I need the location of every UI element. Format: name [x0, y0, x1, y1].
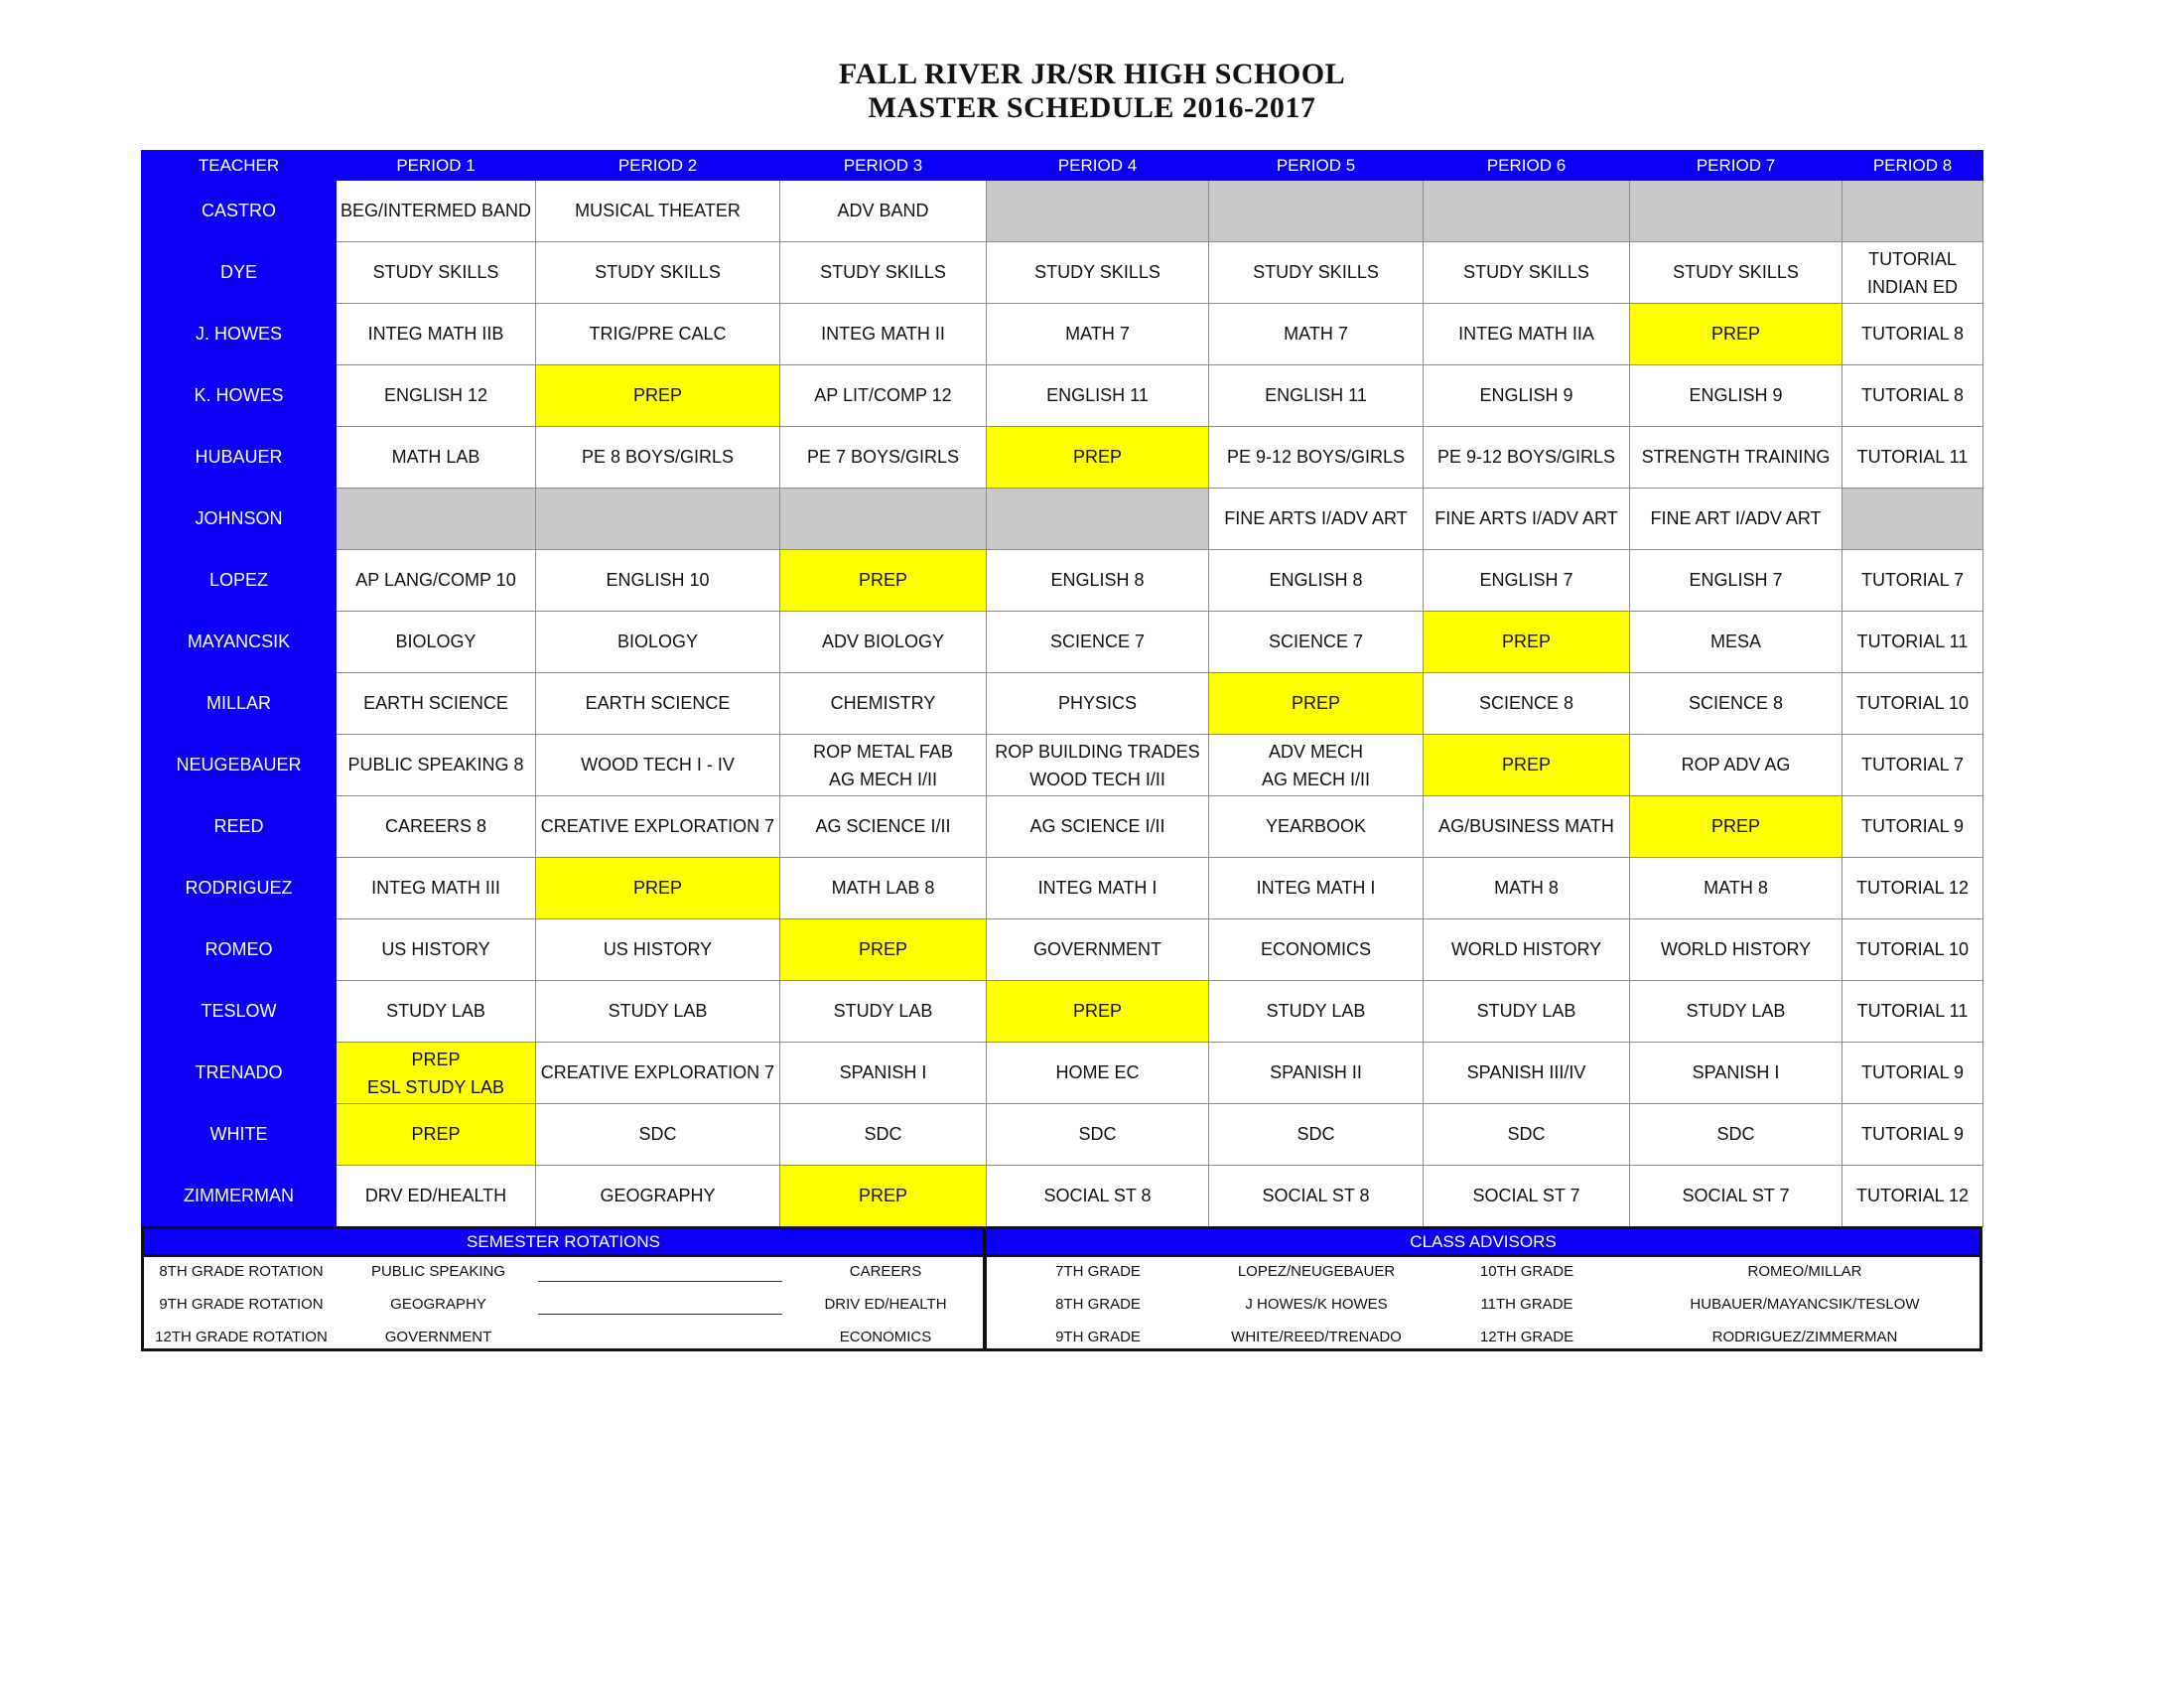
period-cell-line: AG MECH I/II [828, 769, 937, 789]
period-cell: CHEMISTRY [780, 673, 987, 735]
period-cell: WORLD HISTORY [1424, 919, 1630, 981]
period-cell: MATH LAB 8 [780, 858, 987, 919]
schedule-body [142, 181, 1983, 1227]
period-cell: STUDY SKILLS [1209, 242, 1424, 304]
period-cell: INTEG MATH I [1209, 858, 1424, 919]
rotation-second-course: DRIV ED/HEALTH [824, 1296, 947, 1313]
column-header-period-3: PERIOD 3 [780, 151, 987, 181]
rotation-second-course: ECONOMICS [839, 1329, 932, 1345]
table-row [142, 735, 1983, 796]
period-cell: STUDY SKILLS [1630, 242, 1843, 304]
table-row [142, 919, 1983, 981]
period-cell: WORLD HISTORY [1630, 919, 1843, 981]
period-cell: MATH LAB [337, 427, 536, 489]
advisor-row [987, 1323, 1979, 1352]
period-cell: AG SCIENCE I/II [987, 796, 1209, 858]
teacher-name-cell: DYE [142, 242, 337, 304]
period-cell: ENGLISH 11 [987, 365, 1209, 427]
period-cell: STUDY LAB [536, 981, 780, 1043]
period-cell [780, 735, 987, 796]
advisor-names: WHITE/REED/TRENADO [1231, 1329, 1402, 1345]
period-cell-line: AG MECH I/II [1261, 769, 1370, 789]
advisor-grade-label: 7TH GRADE [1055, 1263, 1141, 1280]
period-cell: EARTH SCIENCE [536, 673, 780, 735]
advisor-names: HUBAUER/MAYANCSIK/TESLOW [1690, 1296, 1920, 1313]
period-cell: SDC [1424, 1104, 1630, 1166]
table-row [142, 181, 1983, 242]
prep-period-cell: PREP [780, 550, 987, 612]
teacher-name-cell: WHITE [142, 1104, 337, 1166]
period-cell: BEG/INTERMED BAND [337, 181, 536, 242]
period-cell: MATH 8 [1424, 858, 1630, 919]
prep-period-cell: PREP [1209, 673, 1424, 735]
period-cell [1209, 735, 1424, 796]
advisor-names: J HOWES/K HOWES [1245, 1296, 1388, 1313]
table-row [142, 242, 1983, 304]
period-cell: INTEG MATH IIA [1424, 304, 1630, 365]
table-row [142, 304, 1983, 365]
teacher-name-cell: LOPEZ [142, 550, 337, 612]
column-header-period-5: PERIOD 5 [1209, 151, 1424, 181]
period-cell: PHYSICS [987, 673, 1209, 735]
prep-period-cell: PREP [536, 365, 780, 427]
period-cell: FINE ART I/ADV ART [1630, 489, 1843, 550]
prep-period-cell: PREP [987, 427, 1209, 489]
period-cell: SDC [536, 1104, 780, 1166]
teacher-name-cell: REED [142, 796, 337, 858]
period-cell: ENGLISH 9 [1630, 365, 1843, 427]
prep-period-cell: PREP [987, 981, 1209, 1043]
period-cell: TUTORIAL 10 [1843, 919, 1983, 981]
semester-rotations-panel [141, 1226, 986, 1351]
period-cell: STUDY SKILLS [536, 242, 780, 304]
semester-rotations-heading: SEMESTER ROTATIONS [144, 1229, 983, 1257]
period-cell: STUDY SKILLS [987, 242, 1209, 304]
period-cell: CAREERS 8 [337, 796, 536, 858]
period-cell: ROP ADV AG [1630, 735, 1843, 796]
table-row [142, 1043, 1983, 1104]
bottom-panels [141, 1226, 1982, 1351]
period-cell: STUDY LAB [780, 981, 987, 1043]
period-cell-line: INDIAN ED [1866, 276, 1958, 297]
period-cell-line: TUTORIAL [1868, 248, 1957, 269]
period-cell: AP LIT/COMP 12 [780, 365, 987, 427]
period-cell: CREATIVE EXPLORATION 7 [536, 796, 780, 858]
period-cell: STUDY LAB [1209, 981, 1424, 1043]
prep-period-cell: PREP [1424, 612, 1630, 673]
period-cell: TUTORIAL 11 [1843, 612, 1983, 673]
schedule-title: MASTER SCHEDULE 2016-2017 [868, 91, 1316, 124]
period-cell: SDC [1209, 1104, 1424, 1166]
table-row [142, 427, 1983, 489]
period-cell: TUTORIAL 7 [1843, 735, 1983, 796]
period-cell: TUTORIAL 8 [1843, 365, 1983, 427]
period-cell: STUDY LAB [1424, 981, 1630, 1043]
period-cell: SPANISH I [780, 1043, 987, 1104]
advisor-names: RODRIGUEZ/ZIMMERMAN [1711, 1329, 1898, 1345]
period-cell: STUDY SKILLS [780, 242, 987, 304]
period-cell: GEOGRAPHY [536, 1166, 780, 1227]
column-header-period-1: PERIOD 1 [337, 151, 536, 181]
period-cell: INTEG MATH II [780, 304, 987, 365]
advisor-grade-label: 9TH GRADE [1055, 1329, 1141, 1345]
teacher-name-cell: K. HOWES [142, 365, 337, 427]
rotation-first-course: PUBLIC SPEAKING [370, 1263, 506, 1280]
period-cell: TUTORIAL 11 [1843, 981, 1983, 1043]
rotation-first-course: GOVERNMENT [384, 1329, 492, 1345]
period-cell: SDC [780, 1104, 987, 1166]
table-row [142, 673, 1983, 735]
advisor-row [987, 1290, 1979, 1320]
period-cell: DRV ED/HEALTH [337, 1166, 536, 1227]
table-row [142, 550, 1983, 612]
period-cell: ADV BAND [780, 181, 987, 242]
period-cell: US HISTORY [536, 919, 780, 981]
period-cell-line: PREP [411, 1049, 461, 1069]
period-cell: MATH 8 [1630, 858, 1843, 919]
empty-period-cell [1843, 181, 1983, 242]
period-cell: FINE ARTS I/ADV ART [1424, 489, 1630, 550]
period-cell: TUTORIAL 9 [1843, 796, 1983, 858]
column-header-teacher: TEACHER [142, 151, 337, 181]
period-cell: YEARBOOK [1209, 796, 1424, 858]
school-title: FALL RIVER JR/SR HIGH SCHOOL [838, 58, 1346, 90]
period-cell: SCIENCE 8 [1630, 673, 1843, 735]
rotation-grade-label: 8TH GRADE ROTATION [159, 1263, 324, 1280]
period-cell: AG SCIENCE I/II [780, 796, 987, 858]
period-cell: INTEG MATH III [337, 858, 536, 919]
period-cell: TUTORIAL 12 [1843, 1166, 1983, 1227]
period-cell: STUDY LAB [1630, 981, 1843, 1043]
rotation-row [144, 1257, 983, 1287]
period-cell: PUBLIC SPEAKING 8 [337, 735, 536, 796]
rotation-first-course: GEOGRAPHY [390, 1296, 486, 1313]
advisor-grade-label: 12TH GRADE [1479, 1329, 1574, 1345]
period-cell: HOME EC [987, 1043, 1209, 1104]
prep-period-cell: PREP [780, 1166, 987, 1227]
table-row [142, 981, 1983, 1043]
advisor-grade-label: 11TH GRADE [1480, 1296, 1573, 1313]
column-header-period-7: PERIOD 7 [1630, 151, 1843, 181]
master-schedule-table [141, 150, 1983, 1227]
prep-period-cell: PREP [337, 1104, 536, 1166]
period-cell: SCIENCE 7 [1209, 612, 1424, 673]
table-row [142, 365, 1983, 427]
period-cell: ENGLISH 8 [987, 550, 1209, 612]
empty-period-cell [536, 489, 780, 550]
table-row [142, 489, 1983, 550]
period-cell: WOOD TECH I - IV [536, 735, 780, 796]
table-row [142, 858, 1983, 919]
period-cell: AP LANG/COMP 10 [337, 550, 536, 612]
empty-period-cell [987, 181, 1209, 242]
rotation-grade-label: 9TH GRADE ROTATION [159, 1296, 324, 1313]
period-cell: SDC [1630, 1104, 1843, 1166]
period-cell: ENGLISH 11 [1209, 365, 1424, 427]
period-cell: MATH 7 [987, 304, 1209, 365]
prep-period-cell [337, 1043, 536, 1104]
empty-period-cell [987, 489, 1209, 550]
rotation-grade-label: 12TH GRADE ROTATION [155, 1329, 328, 1345]
teacher-name-cell: CASTRO [142, 181, 337, 242]
period-cell: ENGLISH 12 [337, 365, 536, 427]
period-cell-line: WOOD TECH I/II [1029, 769, 1165, 789]
period-cell: TUTORIAL 12 [1843, 858, 1983, 919]
period-cell: PE 8 BOYS/GIRLS [536, 427, 780, 489]
period-cell: EARTH SCIENCE [337, 673, 536, 735]
teacher-name-cell: TESLOW [142, 981, 337, 1043]
period-cell: PE 9-12 BOYS/GIRLS [1209, 427, 1424, 489]
period-cell: TUTORIAL 8 [1843, 304, 1983, 365]
advisor-names: LOPEZ/NEUGEBAUER [1237, 1263, 1396, 1280]
period-cell: SPANISH III/IV [1424, 1043, 1630, 1104]
period-cell: TUTORIAL 10 [1843, 673, 1983, 735]
period-cell: MESA [1630, 612, 1843, 673]
period-cell: STUDY SKILLS [337, 242, 536, 304]
period-cell: SDC [987, 1104, 1209, 1166]
period-cell: PE 7 BOYS/GIRLS [780, 427, 987, 489]
rotation-row [144, 1290, 983, 1320]
period-cell: ENGLISH 9 [1424, 365, 1630, 427]
rotation-second-course: CAREERS [849, 1263, 922, 1280]
teacher-name-cell: JOHNSON [142, 489, 337, 550]
period-cell [987, 735, 1209, 796]
period-cell: STRENGTH TRAINING [1630, 427, 1843, 489]
period-cell: ENGLISH 8 [1209, 550, 1424, 612]
period-cell: CREATIVE EXPLORATION 7 [536, 1043, 780, 1104]
teacher-name-cell: ZIMMERMAN [142, 1166, 337, 1227]
period-cell: INTEG MATH I [987, 858, 1209, 919]
column-header-period-2: PERIOD 2 [536, 151, 780, 181]
table-row [142, 796, 1983, 858]
period-cell: ENGLISH 10 [536, 550, 780, 612]
teacher-name-cell: J. HOWES [142, 304, 337, 365]
period-cell: SPANISH I [1630, 1043, 1843, 1104]
column-header-period-8: PERIOD 8 [1843, 151, 1983, 181]
empty-period-cell [780, 489, 987, 550]
period-cell: AG/BUSINESS MATH [1424, 796, 1630, 858]
period-cell: TUTORIAL 11 [1843, 427, 1983, 489]
empty-period-cell [1209, 181, 1424, 242]
table-row [142, 1104, 1983, 1166]
period-cell [1843, 242, 1983, 304]
advisor-names: ROMEO/MILLAR [1747, 1263, 1862, 1280]
teacher-name-cell: RODRIGUEZ [142, 858, 337, 919]
period-cell-line: ROP METAL FAB [813, 741, 953, 762]
period-cell: TUTORIAL 7 [1843, 550, 1983, 612]
period-cell: ENGLISH 7 [1424, 550, 1630, 612]
table-row [142, 612, 1983, 673]
column-header-period-6: PERIOD 6 [1424, 151, 1630, 181]
period-cell: PE 9-12 BOYS/GIRLS [1424, 427, 1630, 489]
teacher-name-cell: NEUGEBAUER [142, 735, 337, 796]
period-cell: GOVERNMENT [987, 919, 1209, 981]
period-cell: BIOLOGY [337, 612, 536, 673]
period-cell-line: ROP BUILDING TRADES [995, 741, 1200, 762]
period-cell: SPANISH II [1209, 1043, 1424, 1104]
table-row [142, 1166, 1983, 1227]
period-cell: BIOLOGY [536, 612, 780, 673]
period-cell: MUSICAL THEATER [536, 181, 780, 242]
teacher-name-cell: MAYANCSIK [142, 612, 337, 673]
empty-period-cell [1630, 181, 1843, 242]
prep-period-cell: PREP [536, 858, 780, 919]
teacher-name-cell: MILLAR [142, 673, 337, 735]
prep-period-cell: PREP [1630, 796, 1843, 858]
period-cell: ADV BIOLOGY [780, 612, 987, 673]
period-cell: SOCIAL ST 7 [1424, 1166, 1630, 1227]
period-cell: SOCIAL ST 8 [987, 1166, 1209, 1227]
period-cell: SCIENCE 7 [987, 612, 1209, 673]
class-advisors-heading: CLASS ADVISORS [987, 1229, 1979, 1257]
header-row [142, 151, 1983, 181]
period-cell: TUTORIAL 9 [1843, 1104, 1983, 1166]
period-cell: SOCIAL ST 8 [1209, 1166, 1424, 1227]
period-cell: TRIG/PRE CALC [536, 304, 780, 365]
period-cell: ENGLISH 7 [1630, 550, 1843, 612]
period-cell: US HISTORY [337, 919, 536, 981]
period-cell: INTEG MATH IIB [337, 304, 536, 365]
period-cell: ECONOMICS [1209, 919, 1424, 981]
class-advisors-panel [984, 1226, 1982, 1351]
period-cell: SOCIAL ST 7 [1630, 1166, 1843, 1227]
prep-period-cell: PREP [1630, 304, 1843, 365]
period-cell: STUDY LAB [337, 981, 536, 1043]
advisor-grade-label: 8TH GRADE [1055, 1296, 1141, 1313]
period-cell-line: ESL STUDY LAB [366, 1076, 505, 1097]
empty-period-cell [1843, 489, 1983, 550]
advisor-row [987, 1257, 1979, 1287]
rotation-divider-line [538, 1281, 782, 1282]
period-cell-line: ADV MECH [1268, 741, 1363, 762]
period-cell: MATH 7 [1209, 304, 1424, 365]
teacher-name-cell: ROMEO [142, 919, 337, 981]
teacher-name-cell: TRENADO [142, 1043, 337, 1104]
period-cell: FINE ARTS I/ADV ART [1209, 489, 1424, 550]
period-cell: TUTORIAL 9 [1843, 1043, 1983, 1104]
period-cell: STUDY SKILLS [1424, 242, 1630, 304]
empty-period-cell [337, 489, 536, 550]
empty-period-cell [1424, 181, 1630, 242]
rotation-row [144, 1323, 983, 1352]
advisor-grade-label: 10TH GRADE [1479, 1263, 1574, 1280]
column-header-period-4: PERIOD 4 [987, 151, 1209, 181]
prep-period-cell: PREP [1424, 735, 1630, 796]
period-cell: SCIENCE 8 [1424, 673, 1630, 735]
rotation-divider-line [538, 1314, 782, 1315]
prep-period-cell: PREP [780, 919, 987, 981]
teacher-name-cell: HUBAUER [142, 427, 337, 489]
